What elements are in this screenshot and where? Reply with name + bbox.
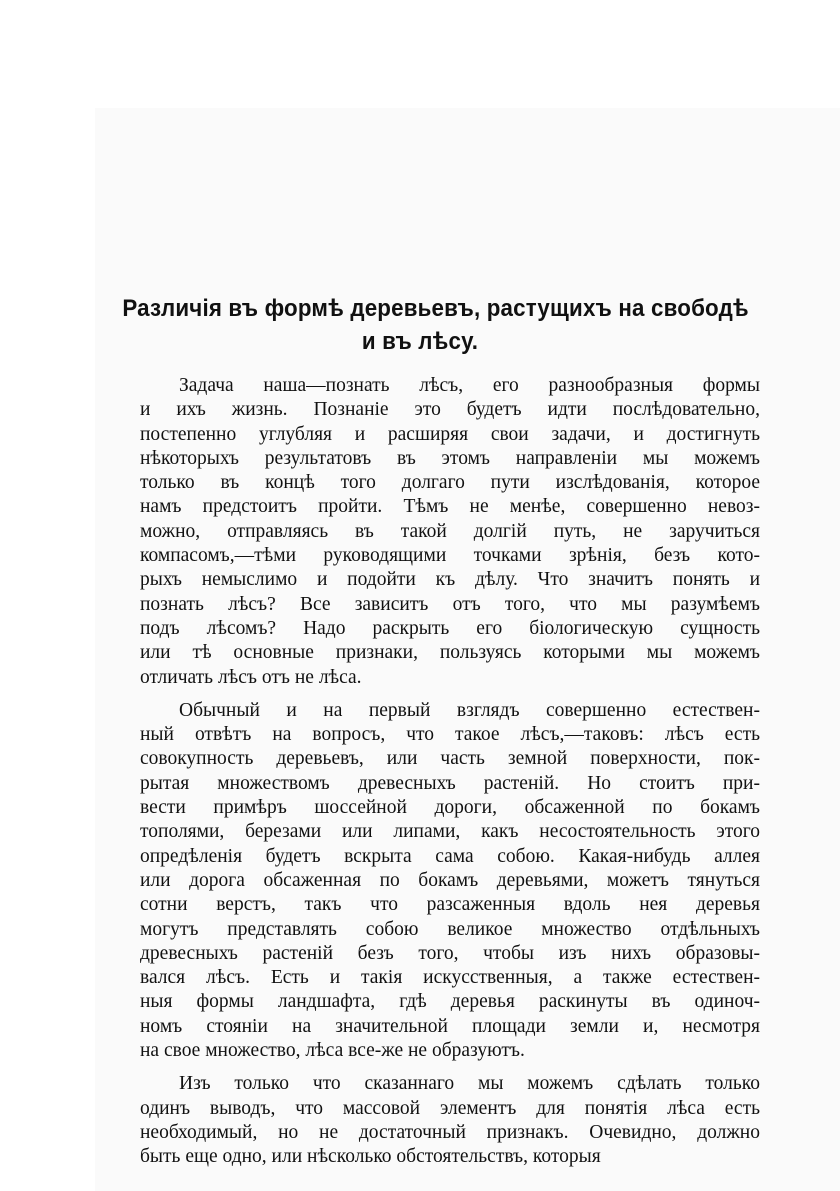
- paragraph-2-line: на свое множество, лѣса все-же не образуютъ.: [140, 1040, 525, 1062]
- paragraph-2-line: номъ стояніи на значительной площади земли и, несмотря: [140, 1015, 760, 1037]
- paragraph-3-line: необходимый, но не достаточный признакъ. Очевидно, должно: [140, 1121, 760, 1143]
- paragraph-3-line: одинъ выводъ, что массовой элементъ для понятія лѣса есть: [140, 1097, 760, 1119]
- paragraph-1-line: познать лѣсъ? Все зависитъ отъ того, что мы разумѣемъ: [140, 593, 760, 615]
- paragraph-3-line: Изъ только что сказаннаго мы можемъ сдѣлать только: [179, 1073, 760, 1095]
- paragraph-2-line: тополями, березами или липами, какъ несостоятельность этого: [140, 821, 760, 843]
- paragraph-2-line: сотни верстъ, такъ что разсаженныя вдоль нея деревья: [140, 894, 760, 916]
- paragraph-1-line: компасомъ,—тѣми руководящими точками зрѣнія, безъ кото-: [140, 545, 760, 567]
- paragraph-1-line: только въ концѣ того долгаго пути изслѣдованія, которое: [140, 472, 760, 494]
- paragraph-2-line: или дорога обсаженная по бокамъ деревьями, можетъ тянуться: [140, 869, 760, 891]
- paragraph-1-line: нѣкоторыхъ результатовъ въ этомъ направленіи мы можемъ: [140, 447, 760, 469]
- chapter-title-line-2: и въ лѣсу.: [361, 328, 479, 355]
- paragraph-1-line: подъ лѣсомъ? Надо раскрыть его біологическую сущность: [140, 617, 760, 639]
- paragraph-2-line: ныя формы ландшафта, гдѣ деревья раскинуты въ одиноч-: [140, 991, 760, 1013]
- paragraph-1-line: можно, отправляясь въ такой долгій путь, не заручиться: [140, 520, 760, 542]
- paragraph-2-line: совокупность деревьевъ, или часть земной поверхности, пок-: [140, 748, 760, 770]
- paragraph-2-line: Обычный и на первый взглядъ совершенно естествен-: [179, 699, 760, 721]
- paragraph-2-line: рытая множествомъ древесныхъ растеній. Но стоитъ при-: [140, 772, 760, 794]
- paragraph-1-line: рыхъ немыслимо и подойти къ дѣлу. Что значитъ понять и: [140, 569, 760, 591]
- paragraph-1-line: или тѣ основные признаки, пользуясь которыми мы можемъ: [140, 642, 760, 664]
- paragraph-1-line: и ихъ жизнь. Познаніе это будетъ идти послѣдовательно,: [140, 399, 760, 421]
- paragraph-3-line: быть еще одно, или нѣсколько обстоятельствъ, которыя: [140, 1146, 601, 1168]
- paragraph-1-line: отличать лѣсъ отъ не лѣса.: [140, 666, 362, 688]
- paragraph-2-line: опредѣленія будетъ вскрыта сама собою. Какая-нибудь аллея: [140, 845, 760, 867]
- chapter-title-line-1: Различія въ формѣ деревьевъ, растущихъ на свободѣ: [122, 295, 749, 322]
- paragraph-1-line: намъ предстоитъ пройти. Тѣмъ не менѣе, совершенно невоз-: [140, 496, 760, 518]
- paragraph-1-line: Задача наша—познать лѣсъ, его разнообразныя формы: [179, 375, 760, 396]
- paragraph-1: [140, 374, 760, 690]
- chapter-body: [140, 374, 760, 1179]
- paragraph-2-line: вести примѣръ шоссейной дороги, обсаженной по бокамъ: [140, 797, 760, 819]
- paragraph-1-line: постепенно углубляя и расширяя свои задачи, и достигнуть: [140, 423, 760, 445]
- paragraph-2-line: вался лѣсъ. Есть и такія искусственныя, а также естествен-: [140, 967, 760, 989]
- paragraph-2-line: ный отвѣтъ на вопросъ, что такое лѣсъ,—таковъ: лѣсъ есть: [140, 724, 760, 746]
- paragraph-2: [140, 699, 760, 1063]
- chapter-title: [122, 292, 749, 358]
- paragraph-3: [140, 1072, 760, 1169]
- paragraph-2-line: могутъ представлять собою великое множество отдѣльныхъ: [140, 918, 760, 940]
- paragraph-2-line: древесныхъ растеній безъ того, чтобы изъ нихъ образовы-: [140, 942, 760, 964]
